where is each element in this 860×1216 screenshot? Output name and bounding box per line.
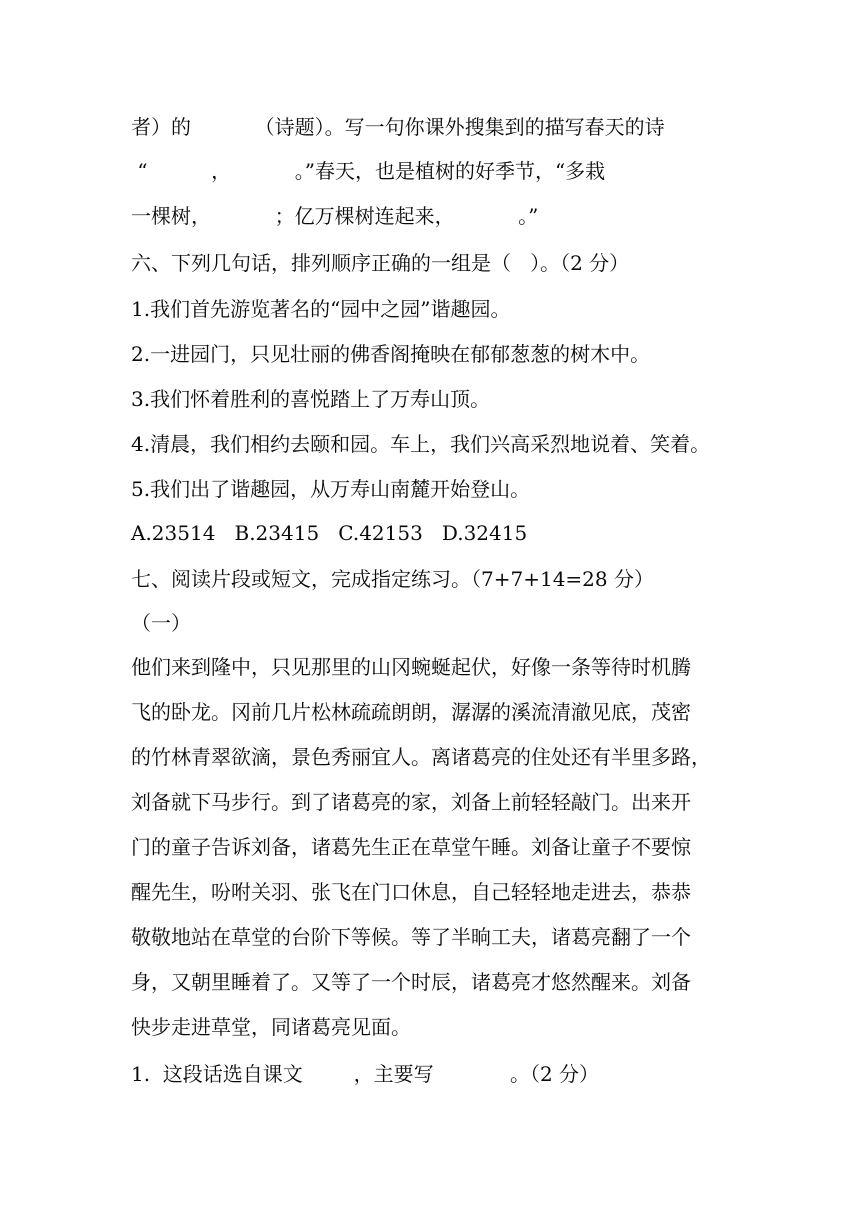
passage-line-1: 他们来到隆中，只见那里的山冈蜿蜒起伏，好像一条等待时机腾 <box>131 655 691 679</box>
sentence-3: 3.我们怀着胜利的喜悦踏上了万寿山顶。 <box>131 387 491 411</box>
passage-line-5: 门的童子告诉刘备，诸葛先生正在草堂午睡。刘备让童子不要惊 <box>131 835 691 859</box>
passage-line-8: 身，又朝里睡着了。又等了一个时辰，诸葛亮才悠然醒来。刘备 <box>131 970 691 994</box>
question-1: 1. 这段话选自课文 ，主要写 。（2 分） <box>131 1062 600 1086</box>
sentence-4: 4.清晨，我们相约去颐和园。车上，我们兴高采烈地说着、笑着。 <box>131 432 711 456</box>
sentence-2: 2.一进园门，只见壮丽的佛香阁掩映在郁郁葱葱的树木中。 <box>131 342 651 366</box>
fill-in-poem-line-1: 者）的 （诗题）。写一句你课外搜集到的描写春天的诗 <box>131 115 665 139</box>
sentence-1: 1.我们首先游览著名的“园中之园”谐趣园。 <box>131 297 511 321</box>
question-seven-heading: 七、阅读片段或短文，完成指定练习。（7+7+14=28 分） <box>131 567 654 591</box>
fill-in-poem-line-2: “ ， 。”春天，也是植树的好季节，“多栽 <box>131 159 606 183</box>
fill-in-poem-line-3: 一棵树， ；亿万棵树连起来， 。” <box>131 204 539 228</box>
passage-line-7: 敬敬地站在草堂的台阶下等候。等了半晌工夫，诸葛亮翻了一个 <box>131 925 691 949</box>
passage-line-4: 刘备就下马步行。到了诸葛亮的家，刘备上前轻轻敲门。出来开 <box>131 790 691 814</box>
passage-line-3: 的竹林青翠欲滴，景色秀丽宜人。离诸葛亮的住处还有半里多路， <box>131 745 711 769</box>
passage-line-2: 飞的卧龙。冈前几片松林疏疏朗朗，潺潺的溪流清澈见底，茂密 <box>131 700 691 724</box>
sentence-5: 5.我们出了谐趣园，从万寿山南麓开始登山。 <box>131 477 531 501</box>
passage-one-label: （一） <box>131 611 191 635</box>
answer-options: A.23514 B.23415 C.42153 D.32415 <box>131 521 528 545</box>
passage-line-9: 快步走进草堂，同诸葛亮见面。 <box>131 1015 411 1039</box>
passage-line-6: 醒先生，吩咐关羽、张飞在门口休息，自己轻轻地走进去，恭恭 <box>131 880 691 904</box>
question-six-heading: 六、下列几句话，排列顺序正确的一组是（ ）。（2 分） <box>131 251 630 275</box>
